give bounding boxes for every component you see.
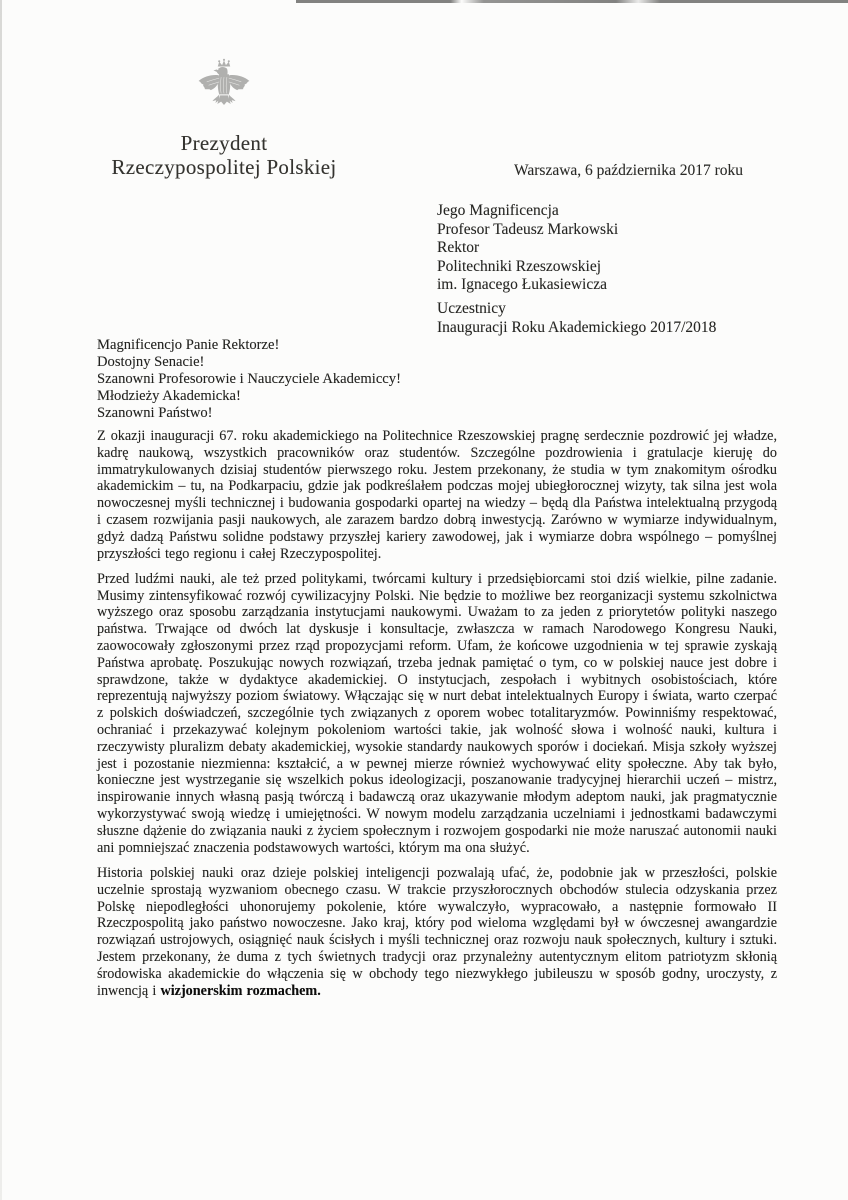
salutation-line: Dostojny Senacie! bbox=[97, 353, 205, 370]
salutation-line: Szanowni Profesorowie i Nauczyciele Akademiccy! bbox=[97, 370, 401, 387]
addressee-secondary-group bbox=[437, 300, 716, 337]
body-paragraph bbox=[97, 428, 777, 562]
body-paragraph bbox=[97, 571, 777, 857]
scan-artifact-top-edge bbox=[296, 0, 848, 3]
addressee-line: Rektor bbox=[437, 239, 480, 257]
salutation-block bbox=[97, 337, 401, 422]
sender-letterhead bbox=[94, 131, 354, 179]
coat-of-arms bbox=[194, 56, 254, 128]
addressee-line: Jego Magnificencja bbox=[437, 202, 559, 219]
polish-eagle-icon bbox=[194, 56, 254, 128]
addressee-secondary-line: Inauguracji Roku Akademickiego 2017/2018 bbox=[437, 318, 717, 336]
dateline: Warszawa, 6 października 2017 roku bbox=[514, 162, 744, 179]
addressee-secondary-line: Uczestnicy bbox=[437, 299, 506, 317]
addressee-line: Politechniki Rzeszowskiej bbox=[437, 257, 602, 275]
sender-title-line1: Prezydent bbox=[180, 131, 268, 155]
paragraph-text: Z okazji inauguracji 67. roku akademickiego na Politechnice Rzeszowskiej pragnę serdecznie pozdrowić jej władze, kadrę naukową, wszystkich pracowników oraz studentów. Szczególne pozdrowienia i gratulacje kieruję do immatrykulowanych dzisiaj studentów pierwszego roku. Jestem przekonany, że studia w tym znakomitym ośrodku akademickim – tu, na Podkarpaciu, gdzie jak podkreślałem podczas mojej ubiegłorocznej wizyty, tak silna jest wola nowoczesnej myśli technicznej i budowania gospodarki opartej na wiedzy – będą dla Państwa intelektualną przygodą i czasem rozwijania pasji naukowych, ale zarazem bardzo dobrą inwestycją. Zarówno w wymiarze indywidualnym, gdyż dadzą Państwu solidne podstawy przyszłej kariery zawodowej, jak i wymiarze dobra wspólnego – pomyślnej przyszłości tego regionu i całej Rzeczypospolitej. bbox=[97, 428, 777, 562]
letter-body bbox=[97, 428, 777, 1008]
sender-title-line2: Rzeczypospolitej Polskiej bbox=[111, 155, 337, 179]
addressee-line: Profesor Tadeusz Markowski bbox=[437, 220, 619, 238]
addressee-block bbox=[437, 202, 716, 337]
scan-artifact-left-edge bbox=[0, 0, 2, 1200]
paragraph-text: Przed ludźmi nauki, ale też przed politykami, twórcami kultury i przedsiębiorcami stoi dziś wielkie, pilne zadanie. Musimy zintensyfikować rozwój cywilizacyjny Polski. Nie będzie to możliwe bez reorganizacji systemu szkolnictwa wyższego oraz sposobu zarządzania instytucjami naukowymi. Uważam to za jeden z priorytetów polityki naszego państwa. Trwające od dwóch lat dyskusje i konsultacje, zwłaszcza w ramach Narodowego Kongresu Nauki, zaowocowały zgłoszonymi przez rząd propozycjami reform. Ufam, że końcowe uzgodnienia w tej sprawie zyskają Państwa aprobatę. Poszukując nowych rozwiązań, trzeba jednak pamiętać o tym, co w polskiej nauce jest dobre i sprawdzone, także w dydaktyce akademickiej. O instytucjach, zespołach i wybitnych osobistościach, które reprezentują najwyższy poziom światowy. Włączając się w nurt debat intelektualnych Europy i świata, warto czerpać z polskich doświadczeń, szczególnie tych związanych z oporem wobec totalitaryzmów. Powinniśmy respektować, ochraniać i przekazywać kolejnym pokoleniom wartości takie, jak wolność słowa i wolność nauki, kultura i rzeczywisty pluralizm debaty akademickiej, wysokie standardy naukowych sporów i dociekań. Misja szkoły wyższej jest i pozostanie niezmienna: kształcić, a w pewnej mierze również wychowywać elity społeczne. Aby tak było, konieczne jest wystrzeganie się wszelkich pokus ideologizacji, poszanowanie tradycyjnej hierarchii uczeń – mistrz, inspirowanie innych własną pasją twórczą i badawczą oraz ukazywanie młodym adeptom nauki, jak pragmatycznie wykorzystywać swoją wiedzę i umiejętności. W nowym modelu zarządzania uczelniami i jednostkami badawczymi słuszne dążenie do związania nauki z życiem społecznym i rozwojem gospodarki nie może naruszać autonomii nauki ani pomniejszać znaczenia podstawowych wartości, którym ma ona służyć. bbox=[97, 570, 777, 856]
salutation-line: Szanowni Państwo! bbox=[97, 404, 213, 421]
paragraph-text: Historia polskiej nauki oraz dzieje polskiej inteligencji pozwalają ufać, że, podobnie jak w przeszłości, polskie uczelnie sprostają wyzwaniom obecnego czasu. W trakcie przyszłorocznych obchodów stulecia odzyskania przez Polskę niepodległości uhonorujemy pokolenie, które wywalczyło, wypracowało, a następnie formowało II Rzeczpospolitą jako państwo nowoczesne. Jako kraj, który pod wieloma względami był w ówczesnej awangardzie rozwiązań ustrojowych, osiągnięć nauk ścisłych i myśli technicznej oraz rozwoju nauk społecznych, kultury i sztuki. Jestem przekonany, że duma z tych świetnych tradycji oraz przynależny autentycznym elitom patriotyzm skłonią środowiska akademickie do włączenia się w obchody tego niezwykłego jubileuszu w sposób godny, uroczysty, z inwencją i bbox=[97, 864, 777, 999]
addressee-line: im. Ignacego Łukasiewicza bbox=[437, 276, 607, 294]
salutation-line: Magnificencjo Panie Rektorze! bbox=[97, 337, 280, 353]
paragraph-emphasis-tail: wizjonerskim rozmachem. bbox=[160, 982, 321, 999]
body-paragraph bbox=[97, 865, 777, 999]
salutation-line: Młodzieży Akademicka! bbox=[97, 387, 241, 404]
